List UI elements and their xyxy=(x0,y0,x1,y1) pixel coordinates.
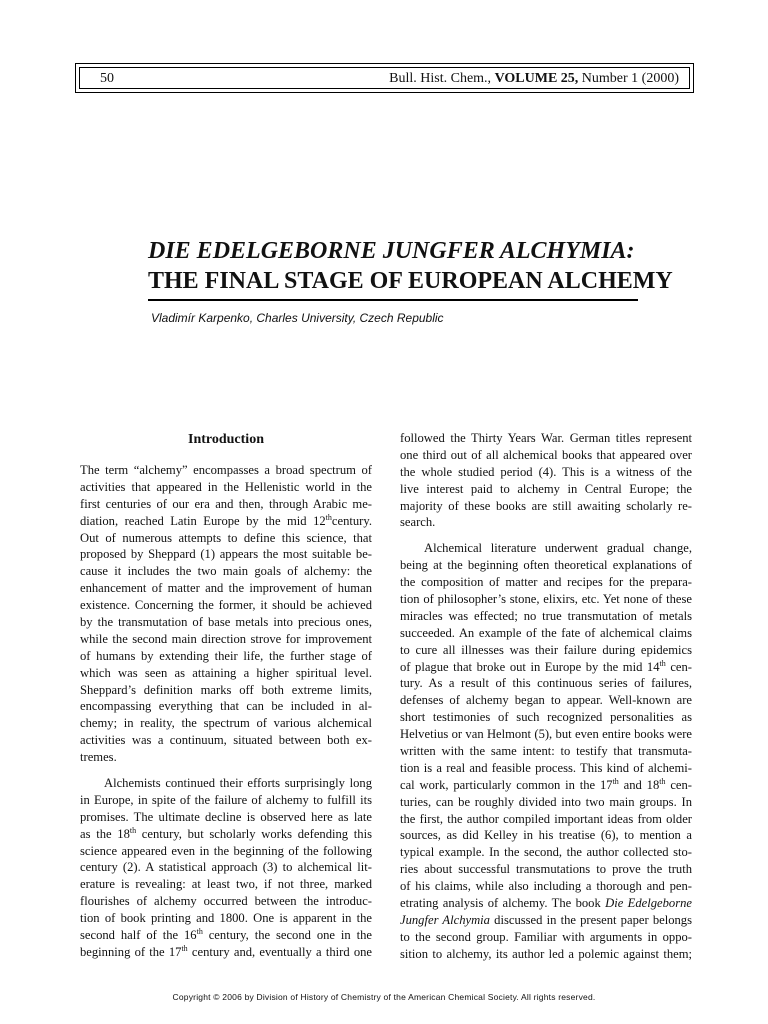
paragraph-3 xyxy=(400,430,692,531)
text-line: by the transmutation of base metals into precious ones, xyxy=(80,615,372,630)
article-title xyxy=(148,236,673,296)
text-run: cen- xyxy=(665,659,692,674)
text-line: majority of these books are still awaiting scholarly re- xyxy=(400,498,692,513)
text-line: activities that appeared in the Hellenistic world in the xyxy=(80,479,372,494)
text-line: to cure all illnesses was their failure during epidemics xyxy=(400,642,692,657)
text-run: cal work, particularly common in the 17 xyxy=(400,777,613,792)
paragraph-1 xyxy=(80,462,372,766)
superscript: th xyxy=(659,776,666,786)
left-column xyxy=(80,430,372,961)
text-line: turies, can be roughly divided into two main groups. In xyxy=(400,794,692,809)
right-column xyxy=(400,430,692,963)
journal-volume: VOLUME 25, xyxy=(494,71,579,86)
text-line: the first, the author compiled important ideas from older xyxy=(400,811,692,826)
journal-issue: Number 1 (2000) xyxy=(578,71,679,86)
text-line: the composition of matter and recipes for the prepara- xyxy=(400,575,692,590)
text-line: to the second group. Familiar with arguments in oppo- xyxy=(400,929,692,944)
text-line: flourishes of alchemy occurred between the introduc- xyxy=(80,894,372,909)
superscript: th xyxy=(129,825,137,835)
text-line: one third out of all alchemical books that appeared over xyxy=(400,447,692,462)
text-line: tury. As a result of this continuous series of failures, xyxy=(400,676,692,691)
text-run: etrating analysis of alchemy. The book xyxy=(400,896,606,911)
text-line: the whole studied period (4). This is a witness of the xyxy=(400,464,692,479)
text-line: science appeared even in the beginning of the following xyxy=(80,843,372,858)
text-line: followed the Thirty Years War. German titles represent xyxy=(400,431,692,445)
running-header xyxy=(75,63,694,93)
copyright-footer: Copyright © 2006 by Division of History of Chemistry of the American Chemical Society. All rights reserved. xyxy=(172,992,596,1002)
text-line: chemy; in reality, the spectrum of various alchemical xyxy=(80,716,372,731)
text-line: proposed by Sheppard (1) appears the most suitable be- xyxy=(80,547,372,562)
text-line: search. xyxy=(400,515,436,530)
text-line: short testimonies of such recognized personalities as xyxy=(400,710,692,725)
text-line: tion of book printing and 1800. One is apparent in the xyxy=(80,911,372,926)
text-line: cause it includes the two main goals of alchemy: the xyxy=(80,564,372,579)
text-line: Alchemical literature underwent gradual change, xyxy=(424,541,692,556)
text-line: Out of numerous attempts to define this science, that xyxy=(80,530,372,545)
title-underline-rule xyxy=(148,299,638,301)
text-line: activities was a continuum, situated between both ex- xyxy=(80,733,372,748)
text-line: which was seen as attaining a higher spiritual level. xyxy=(80,665,372,680)
text-line xyxy=(400,777,692,794)
superscript: th xyxy=(659,658,666,668)
text-line: defenses of alchemy began to appear. Well-known are xyxy=(400,693,692,708)
text-run: and 18 xyxy=(618,777,660,792)
text-line: while the second main direction strove for improvement xyxy=(80,631,372,646)
text-line: being at the beginning often theoretical explanations of xyxy=(400,558,692,573)
text-run: diation, reached Latin Europe by the mid 12 xyxy=(80,513,326,528)
superscript: th xyxy=(612,776,619,786)
text-run: beginning of the 17 xyxy=(80,944,182,959)
text-line xyxy=(80,513,372,530)
author-byline: Vladimír Karpenko, Charles University, Czech Republic xyxy=(151,311,444,325)
paragraph-4 xyxy=(400,540,692,962)
text-run: second half of the 16 xyxy=(80,928,197,943)
text-line xyxy=(400,659,692,676)
text-line: first centuries of our era and then, through Arabic me- xyxy=(80,496,372,511)
text-line: The term “alchemy” encompasses a broad spectrum of xyxy=(80,463,372,477)
text-line: Alchemists continued their efforts surprisingly long xyxy=(104,776,372,791)
text-line xyxy=(80,927,372,944)
text-line: typical example. In the second, the author collected sto- xyxy=(400,845,692,860)
text-run: cen- xyxy=(665,777,692,792)
text-line xyxy=(80,826,372,843)
text-line: tion of philosopher’s stone, elixirs, etc. Yet none of these xyxy=(400,592,692,607)
article-title-line-2: THE FINAL STAGE OF EUROPEAN ALCHEMY xyxy=(148,268,673,294)
text-line: live interest paid to alchemy in Central Europe; the xyxy=(400,481,692,496)
text-run: as the 18 xyxy=(80,826,130,841)
text-run: of plague that broke out in Europe by the mid 14 xyxy=(400,659,660,674)
text-line: Sheppard’s definition marks off both extreme limits, xyxy=(80,682,372,697)
text-run: discussed in the present paper belongs xyxy=(489,912,693,927)
text-run: century and, eventually a third one xyxy=(187,944,372,959)
text-line: sition to alchemy, its author led a polemic against them; xyxy=(400,946,692,961)
text-line: erature is revealing: at least two, if not three, marked xyxy=(80,877,372,892)
running-header-inner-frame xyxy=(79,67,690,89)
text-line: tremes. xyxy=(80,750,117,765)
journal-reference xyxy=(389,71,679,87)
text-line: sources, as did Kelley in his treatise (6), to mention a xyxy=(400,828,692,843)
text-line: century (2). A statistical approach (3) to alchemical lit- xyxy=(80,860,372,875)
text-line xyxy=(400,912,692,929)
superscript: th xyxy=(325,512,332,522)
text-line: of his claims, while also including a thorough and pen- xyxy=(400,879,692,894)
section-heading-introduction: Introduction xyxy=(188,432,264,447)
text-line: ries about successful transmutations to prove the truth xyxy=(400,862,692,877)
book-title-italic: Die Edelgeborne xyxy=(605,896,692,911)
text-line: written with the same intent: to testify that transmuta- xyxy=(400,744,692,759)
journal-name: Bull. Hist. Chem., xyxy=(389,71,495,86)
text-run: century, the second one in the xyxy=(202,928,372,943)
text-line: succeeded. An example of the fate of alchemical claims xyxy=(400,625,692,640)
superscript: th xyxy=(196,927,203,937)
article-title-line-1: DIE EDELGEBORNE JUNGFER ALCHYMIA: xyxy=(148,238,635,264)
text-line xyxy=(400,895,692,912)
text-line: in Europe, in spite of the failure of alchemy to fulfill its xyxy=(80,792,372,807)
page-number: 50 xyxy=(100,71,114,86)
text-line: existence. Concerning the former, it should be achieved xyxy=(80,598,372,613)
text-line: of humans by extending their life, the further stage of xyxy=(80,648,372,663)
book-title-italic: Jungfer Alchymia xyxy=(400,912,490,927)
text-line: encompassing everything that can be included in al- xyxy=(80,699,372,714)
text-line: enhancement of matter and the improvement of human xyxy=(80,581,372,596)
text-line: Helvetius or van Helmont (5), but even entire books were xyxy=(400,727,692,742)
text-run: century, but scholarly works defending this xyxy=(136,826,372,841)
text-run: century. xyxy=(331,513,372,528)
paragraph-2 xyxy=(80,775,372,961)
text-line: tion is a real and feasible process. This kind of alchemi- xyxy=(400,760,692,775)
superscript: th xyxy=(181,943,188,953)
text-line: miracles was effected; no true transmutation of metals xyxy=(400,608,692,623)
text-line: promises. The ultimate decline is observed here as late xyxy=(80,809,372,824)
text-line xyxy=(80,944,372,961)
